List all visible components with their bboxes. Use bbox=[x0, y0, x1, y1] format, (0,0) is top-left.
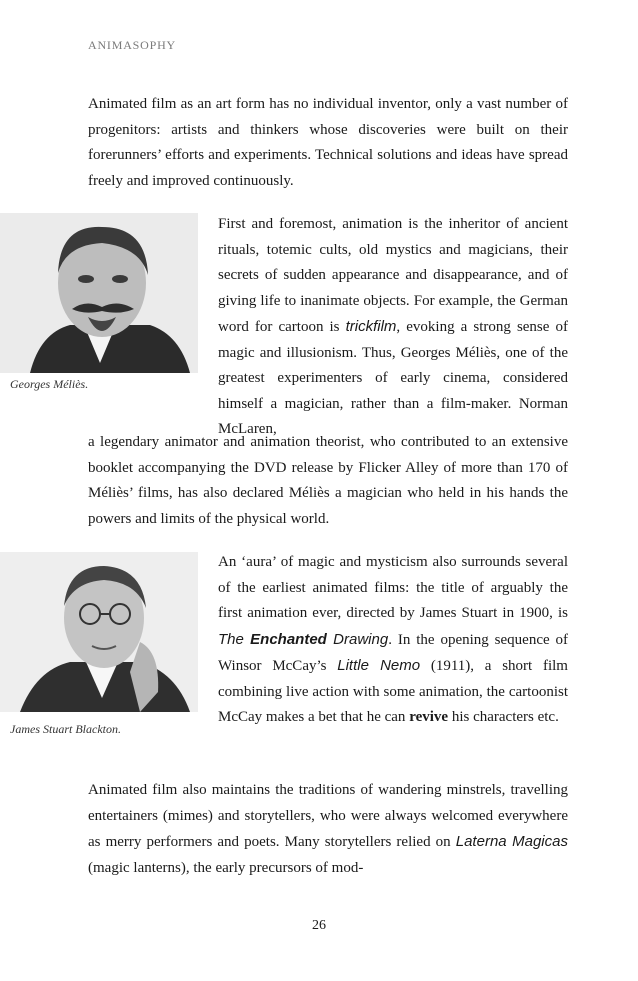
term-laterna-magicas: Laterna Magicas bbox=[455, 833, 568, 850]
title-the-enchanted-drawing: The Enchanted Drawing bbox=[218, 630, 389, 648]
paragraph-intro: Animated film as an art form has no individual inventor, only a vast number of progenitors: artists and thinkers whose discoveries were built on their forerunners’ efforts and experiments. Technical solutions and ideas have spread freely and improved continuously. bbox=[88, 96, 568, 189]
paragraph-earliest-films: An ‘aura’ of magic and mysticism also surrounds several of the earliest animated films: the title of arguably the first animation ever, directed by James Stuart in 1900, is The Enchanted Drawing. In the opening sequence of Winsor McCay’s Little Nemo (1911), a short film combining live action with some animation, the cartoonist McCay makes a bet that he can revive his characters etc. bbox=[218, 554, 569, 725]
paragraph-storytellers: Animated film also maintains the traditions of wandering minstrels, travelling entertainers (mimes) and storytellers, who were always welcomed everywhere as merry performers and poets. Many storytellers relied on Laterna Magicas (magic lanterns), the early precursors of mod- bbox=[88, 782, 568, 876]
page-number: 26 bbox=[312, 918, 326, 933]
photo-james-stuart-blackton bbox=[0, 552, 198, 712]
term-trickfilm: trickfilm bbox=[345, 318, 397, 335]
term-revive: revive bbox=[409, 709, 449, 725]
caption-james-stuart-blackton: James Stuart Blackton. bbox=[10, 722, 121, 736]
running-head: ANIMASOPHY bbox=[88, 38, 177, 52]
title-little-nemo: Little Nemo bbox=[337, 657, 421, 674]
paragraph-magic-heritage: First and foremost, animation is the inheritor of ancient rituals, totemic cults, old mystics and magicians, their secrets of sudden appearance and disappearance, and of giving life to inanimate objects. For example, the German word for cartoon is trickfilm, evoking a strong sense of magic and illusionism. Thus, Georges Méliès, one of the greatest experimenters of early cinema, considered himself a magician, rather than a film-maker. Norman McLaren, bbox=[218, 216, 568, 437]
paragraph-mclaren: a legendary animator and animation theorist, who contributed to an extensive booklet accompanying the DVD release by Flicker Alley of more than 170 of Méliès’ films, has also declared Méliès a magician who held in his hands the powers and limits of the physical world. bbox=[88, 434, 568, 527]
photo-georges-melies bbox=[0, 213, 198, 373]
caption-georges-melies: Georges Méliès. bbox=[10, 377, 89, 391]
